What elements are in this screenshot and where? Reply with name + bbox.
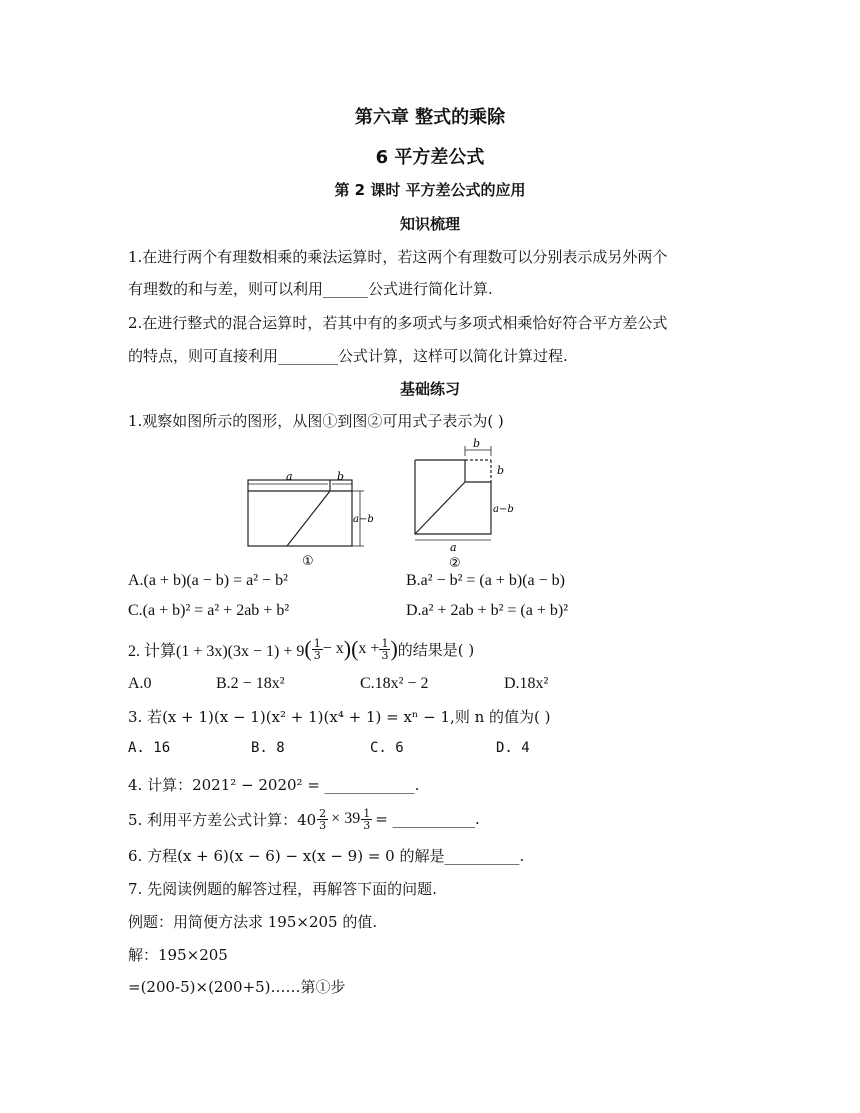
q2-f2-den: 3	[381, 648, 389, 662]
knowledge-heading: 知识梳理	[399, 215, 460, 233]
fig2-label-a: a	[450, 541, 457, 554]
q3-option-c: C. 6	[370, 740, 404, 756]
q3-option-a: A. 16	[128, 740, 171, 756]
q5-times: × 39	[331, 810, 361, 827]
q2-paren-open-1: (	[304, 636, 312, 661]
q7-stem: 7. 先阅读例题的解答过程，再解答下面的问题.	[128, 880, 437, 898]
q4-stem: 4. 计算：2021² − 2020² = ____________.	[128, 776, 420, 794]
q2-stem	[128, 634, 474, 664]
q3-option-d: D. 4	[496, 740, 530, 756]
q2-f1-den: 3	[313, 648, 321, 662]
q5-fraction-2	[361, 808, 372, 831]
figure-2	[405, 436, 535, 570]
q2-option-c: C.18x² − 2	[360, 675, 429, 692]
q1-stem: 1.观察如图所示的图形，从图①到图②可用式子表示为( )	[128, 412, 504, 430]
fig2-label-b-top: b	[473, 437, 481, 450]
solution-step-1: =(200-5)×(200+5)……第①步	[128, 978, 346, 996]
figure-1	[240, 468, 380, 568]
fig2-label-b-side: b	[497, 464, 505, 477]
solution-line: 解：195×205	[128, 946, 228, 964]
fig1-label-amb: a−b	[353, 514, 374, 525]
q3-option-b: B. 8	[251, 740, 285, 756]
q2-option-b: B.2 − 18x²	[216, 675, 285, 692]
q2-paren-close-1: )	[343, 636, 352, 661]
q2-f1-num: 1	[313, 636, 321, 650]
q2-stem-lead: 2. 计算(1 + 3x)(3x − 1) + 9	[128, 642, 305, 660]
lesson-title: 第 2 课时 平方差公式的应用	[334, 181, 526, 199]
q2-paren-open-2: (	[351, 636, 359, 661]
q2-option-d: D.18x²	[504, 675, 549, 692]
q2-mid: − x	[322, 640, 344, 657]
chapter-title: 第六章 整式的乘除	[354, 107, 506, 128]
q2-f2-num: 1	[381, 636, 389, 650]
q5-d1: 3	[319, 818, 327, 832]
q1-option-a: A.(a + b)(a − b) = a² − b²	[128, 572, 288, 589]
example-line: 例题：用简便方法求 195×205 的值.	[128, 913, 378, 931]
fig1-label-b: b	[337, 470, 345, 483]
q2-tail: 的结果是( )	[397, 640, 475, 659]
section-title: 6 平方差公式	[375, 147, 485, 168]
q1-option-d: D.a² + 2ab + b² = (a + b)²	[406, 602, 568, 619]
q5-n1: 2	[319, 806, 327, 820]
q2-option-a: A.0	[128, 675, 152, 692]
q2-paren-close-2: )	[390, 636, 398, 661]
knowledge-line-4: 的特点，则可直接利用________公式计算，这样可以简化计算过程.	[128, 347, 568, 365]
fig2-number: ②	[449, 556, 461, 570]
fig1-number: ①	[302, 554, 314, 568]
fig2-label-amb: a−b	[493, 504, 514, 515]
q1-option-c: C.(a + b)² = a² + 2ab + b²	[128, 602, 290, 619]
q2-plus: x +	[358, 640, 380, 657]
q2-fraction-2	[379, 638, 390, 661]
fig1-label-a: a	[286, 470, 293, 483]
q2-fraction-1	[312, 638, 323, 661]
q5-d2: 3	[363, 818, 371, 832]
q1-option-b: B.a² − b² = (a + b)(a − b)	[406, 572, 565, 589]
q5-tail: = ___________.	[375, 810, 480, 828]
q3-stem: 3. 若(x + 1)(x − 1)(x² + 1)(x⁴ + 1) = xⁿ − 1,则 n 的值为( )	[128, 708, 551, 726]
q6-stem: 6. 方程(x + 6)(x − 6) − x(x − 9) = 0 的解是__________.	[128, 847, 525, 865]
practice-heading: 基础练习	[399, 380, 460, 398]
q5-fraction-1	[317, 808, 328, 831]
q5-lead: 5. 利用平方差公式计算：40	[128, 810, 317, 829]
knowledge-line-2: 有理数的和与差，则可以利用______公式进行简化计算.	[128, 280, 493, 298]
q5-stem	[128, 804, 480, 834]
knowledge-line-1: 1.在进行两个有理数相乘的乘法运算时，若这两个有理数可以分别表示成另外两个	[128, 248, 668, 266]
q5-n2: 1	[363, 806, 371, 820]
knowledge-line-3: 2.在进行整式的混合运算时，若其中有的多项式与多项式相乘恰好符合平方差公式	[128, 314, 668, 332]
